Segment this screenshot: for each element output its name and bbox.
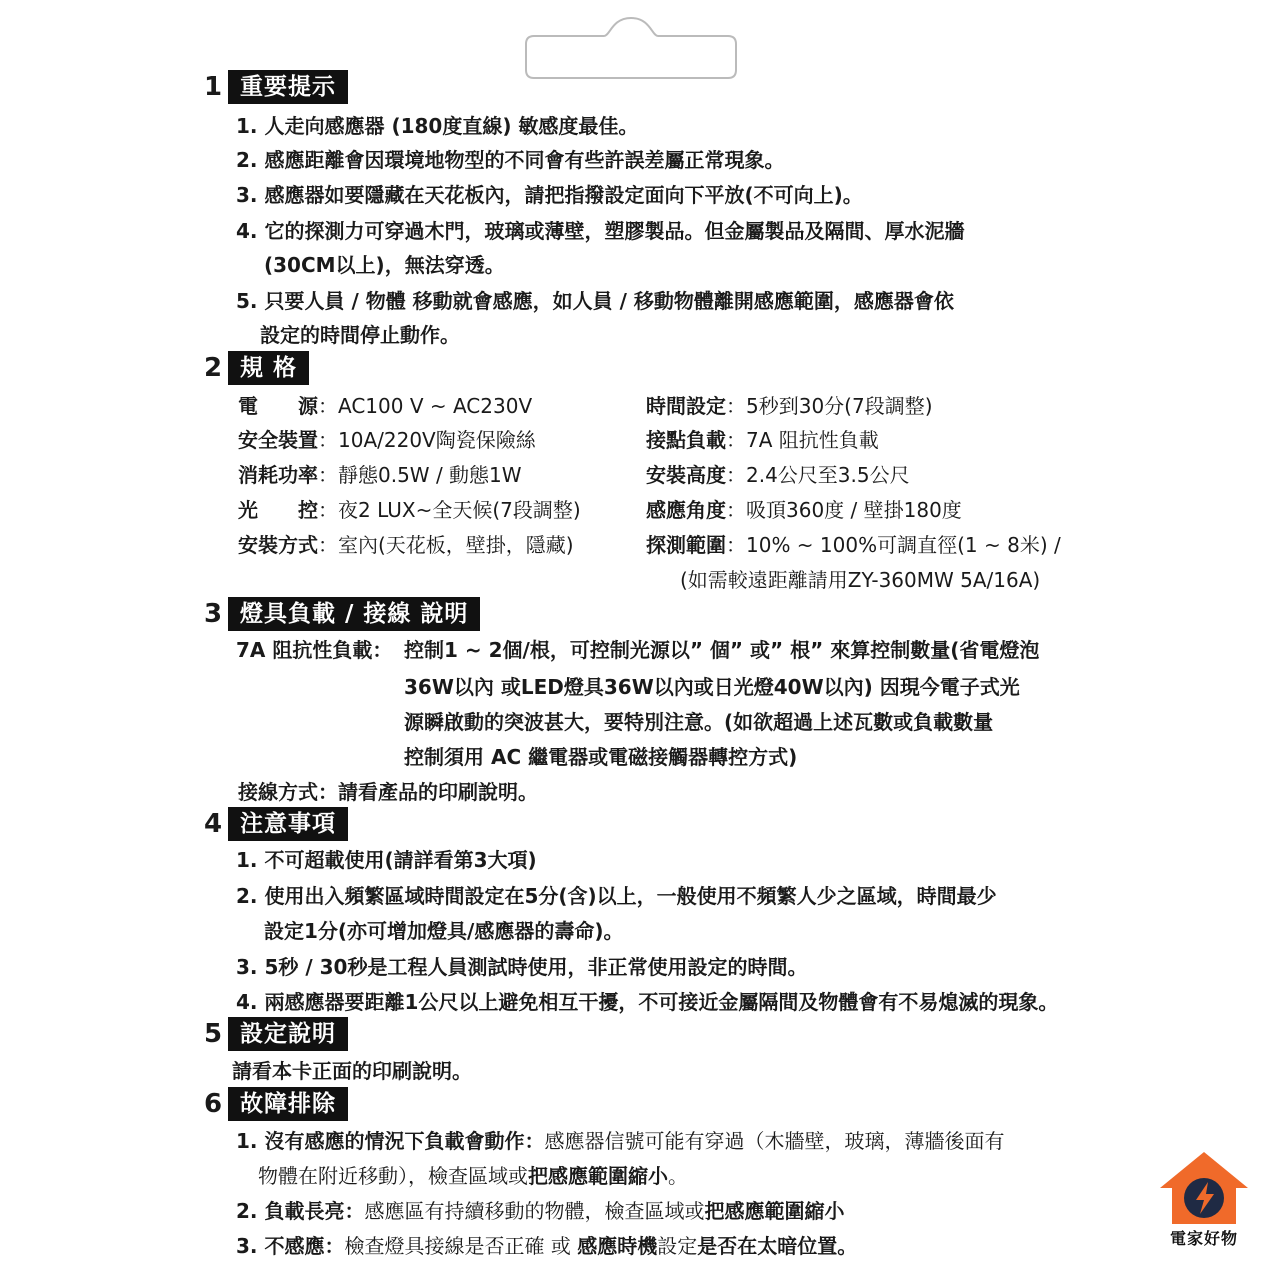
spec-key: 感應角度 <box>646 498 726 522</box>
section-2-header <box>204 351 309 385</box>
spec-left-row <box>238 496 581 524</box>
caution-line-4: 4. 兩感應器要距離1公尺以上避免相互干擾，不可接近金屬隔間及物體會有不易熄滅的現象。 <box>236 990 1059 1014</box>
notice-line-5a: 5. 只要人員 / 物體 移動就會感應，如人員 / 移動物體離開感應範圍，感應器會依 <box>236 289 954 313</box>
spec-left-row <box>238 426 536 454</box>
load-line-2: 36W以內 或LED燈具36W以內或日光燈40W以內) 因現今電子式光 <box>404 675 1020 699</box>
caution-line-2b: 設定1分(亦可增加燈具/感應器的壽命)。 <box>264 919 624 943</box>
spec-value: ：5秒到30分(7段調整) <box>726 394 933 418</box>
spec-value: ：2.4公尺至3.5公尺 <box>726 463 910 487</box>
spec-value: ：10% ~ 100%可調直徑(1 ~ 8米) / <box>726 533 1061 557</box>
spec-key: 安裝高度 <box>646 463 726 487</box>
spec-value: ：靜態0.5W / 動態1W <box>318 463 522 487</box>
trouble-end: 。 <box>668 1164 688 1188</box>
notice-line-4a: 4. 它的探測力可穿過木門，玻璃或薄壁，塑膠製品。但金屬製品及隔間、厚水泥牆 <box>236 219 965 243</box>
section-number: 3 <box>204 599 223 629</box>
section-title: 設定說明 <box>228 1017 348 1051</box>
section-title: 燈具負載 / 接線 說明 <box>228 597 480 631</box>
trouble-text: 檢查燈具接線是否正確 或 <box>344 1234 578 1258</box>
caution-line-3: 3. 5秒 / 30秒是工程人員測試時使用，非正常使用設定的時間。 <box>236 955 808 979</box>
spec-value: ：夜2 LUX~全天候(7段調整) <box>318 498 581 522</box>
spec-key: 探測範圍 <box>646 533 726 557</box>
spec-note: (如需較遠距離請用ZY-360MW 5A/16A) <box>680 568 1041 592</box>
caution-line-2a: 2. 使用出入頻繁區域時間設定在5分(含)以上，一般使用不頻繁人少之區域，時間最少 <box>236 884 997 908</box>
spec-left-row <box>238 461 522 489</box>
hang-hole <box>524 8 738 80</box>
trouble-emphasis: 把感應範圍縮小 <box>528 1164 668 1188</box>
spec-key: 接點負載 <box>646 428 726 452</box>
notice-line-5b: 設定的時間停止動作。 <box>260 323 460 347</box>
notice-line-4b: (30CM以上)，無法穿透。 <box>264 253 505 277</box>
spec-left-row <box>238 392 532 420</box>
spec-right-row <box>646 426 879 454</box>
section-6-header <box>204 1087 348 1121</box>
spec-right-row <box>646 392 933 420</box>
spec-value: ：AC100 V ~ AC230V <box>318 394 533 418</box>
trouble-emphasis: 把感應範圍縮小 <box>704 1199 845 1223</box>
caution-line-1: 1. 不可超載使用(請詳看第3大項) <box>236 848 537 872</box>
spec-right-row <box>646 531 1061 559</box>
spec-key: 電 源 <box>238 394 318 418</box>
trouble-text: 物體在附近移動），檢查區域或 <box>258 1164 528 1188</box>
spec-value: ：吸頂360度 / 壁掛180度 <box>726 498 962 522</box>
spec-value: ：10A/220V陶瓷保險絲 <box>318 428 536 452</box>
section-number: 4 <box>204 809 223 839</box>
section-3-header <box>204 597 480 631</box>
trouble-heading: 3. 不感應： <box>236 1234 345 1258</box>
section-4-header <box>204 807 348 841</box>
section-number: 2 <box>204 353 223 383</box>
section-number: 6 <box>204 1089 223 1119</box>
section-number: 1 <box>204 72 223 102</box>
spec-right-row <box>646 461 910 489</box>
trouble-line-1a <box>236 1127 1004 1155</box>
section-title: 規 格 <box>228 351 309 385</box>
notice-line-2: 2. 感應距離會因環境地物型的不同會有些許誤差屬正常現象。 <box>236 148 785 172</box>
trouble-emphasis: 是否在太暗位置。 <box>697 1234 858 1258</box>
brand-name: 電家好物 <box>1169 1229 1238 1248</box>
trouble-line-3 <box>236 1232 857 1260</box>
trouble-text: 感應區有持續移動的物體，檢查區域或 <box>364 1199 705 1223</box>
trouble-line-2 <box>236 1197 844 1225</box>
section-number: 5 <box>204 1019 223 1049</box>
notice-line-3: 3. 感應器如要隱藏在天花板內，請把指撥設定面向下平放(不可向上)。 <box>236 183 863 207</box>
trouble-heading: 1. 沒有感應的情況下負載會動作： <box>236 1129 545 1153</box>
load-line-1: 控制1 ~ 2個/根，可控制光源以” 個” 或” 根” 來算控制數量(省電燈泡 <box>404 638 1040 662</box>
trouble-emphasis: 感應時機 <box>577 1234 658 1258</box>
wiring-line: 接線方式：請看產品的印刷說明。 <box>238 780 538 804</box>
section-title: 重要提示 <box>228 70 348 104</box>
spec-key: 安裝方式 <box>238 533 318 557</box>
trouble-line-1b <box>258 1162 688 1190</box>
spec-left-row <box>238 531 574 559</box>
setting-line: 請看本卡正面的印刷說明。 <box>232 1059 472 1083</box>
load-line-3: 源瞬啟動的突波甚大，要特別注意。(如欲超過上述瓦數或負載數量 <box>404 710 994 734</box>
spec-key: 安全裝置 <box>238 428 318 452</box>
trouble-heading: 2. 負載長亮： <box>236 1199 365 1223</box>
section-1-header <box>204 70 348 104</box>
spec-key: 消耗功率 <box>238 463 318 487</box>
trouble-text: 感應器信號可能有穿過（木牆壁，玻璃，薄牆後面有 <box>544 1129 1005 1153</box>
section-title: 故障排除 <box>228 1087 348 1121</box>
spec-value: ：7A 阻抗性負載 <box>726 428 879 452</box>
spec-key: 光 控 <box>238 498 318 522</box>
section-5-header <box>204 1017 348 1051</box>
section-title: 注意事項 <box>228 807 348 841</box>
spec-value: ：室內(天花板，壁掛，隱藏) <box>318 533 574 557</box>
load-label: 7A 阻抗性負載： <box>236 638 393 662</box>
notice-line-1: 1. 人走向感應器 (180度直線) 敏感度最佳。 <box>236 114 639 138</box>
spec-key: 時間設定 <box>646 394 726 418</box>
load-line-4: 控制須用 AC 繼電器或電磁接觸器轉控方式) <box>404 745 798 769</box>
spec-right-row <box>646 496 962 524</box>
trouble-text: 設定 <box>657 1234 698 1258</box>
